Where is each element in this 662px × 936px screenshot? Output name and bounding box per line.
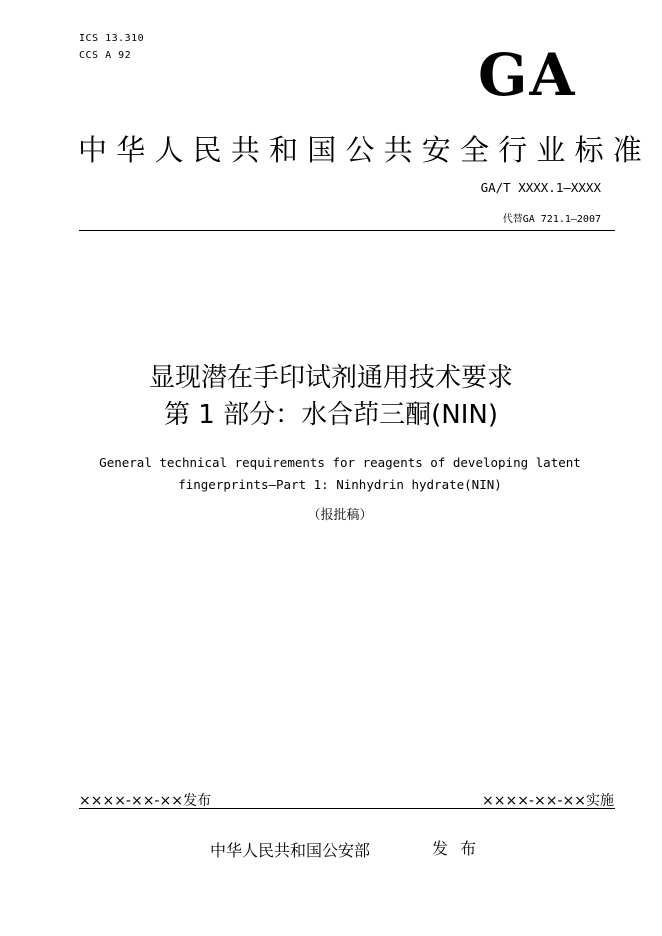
issue-date: ××××-××-××发布 [79,793,211,809]
standard-category-title: 中华人民共和国公共安全行业标准 [78,133,652,167]
implementation-date: ××××-××-××实施 [482,793,614,809]
issue-label: 发布 [432,839,489,858]
ccs-code: CCS A 92 [79,50,132,61]
draft-status: （报批稿） [307,508,373,523]
ga-logo: GA [478,41,577,109]
replaces-standard: 代替GA 721.1—2007 [502,214,601,225]
title-chinese-line-2: 第 1 部分：水合茚三酮(NIN) [164,400,498,430]
standard-number: GA/T XXXX.1—XXXX [480,180,601,195]
issuing-authority: 中华人民共和国公安部 [210,841,371,860]
ics-code: ICS 13.310 [79,33,145,44]
title-chinese-line-1: 显现潜在手印试剂通用技术要求 [148,363,513,393]
header-divider [79,230,615,231]
title-english-line-2: fingerprints—Part 1: Ninhydrin hydrate(NIN) [178,477,502,492]
footer-divider [79,808,615,809]
title-english-line-1: General technical requirements for reagents of developing latent [99,455,581,470]
